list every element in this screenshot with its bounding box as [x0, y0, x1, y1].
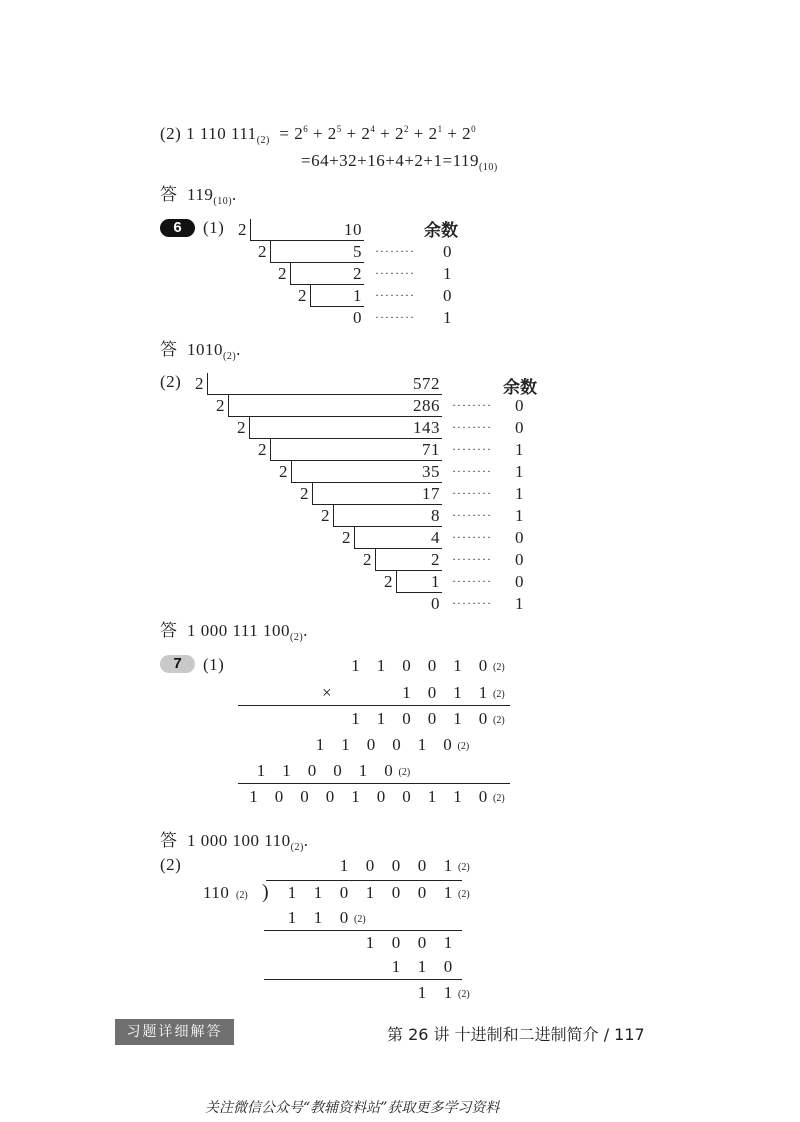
times-sign: × [322, 683, 333, 702]
quotient-value: 0 [431, 594, 440, 613]
power-exponent: 4 [370, 124, 376, 134]
answer-base: (2) [290, 842, 304, 853]
divisor-2: 2 [216, 396, 225, 415]
leader-dots: ········ [375, 244, 415, 258]
quotient-value: 572 [413, 374, 440, 393]
digit: 0 [443, 957, 453, 976]
digit: 0 [391, 933, 401, 952]
division-bracket-horizontal [207, 394, 442, 395]
remainder-value: 0 [515, 396, 524, 415]
leader-dots: ········ [452, 464, 492, 478]
answer-tail: . [232, 185, 237, 204]
digit: 1 [287, 908, 297, 927]
division-bracket-horizontal [250, 240, 364, 241]
bottom-note: 关注微信公众号“教辅资料站”获取更多学习资料 [205, 1100, 500, 1116]
digit: 1 [358, 761, 368, 780]
division-bracket-vertical [354, 527, 355, 549]
p2-base: (2) [256, 135, 270, 146]
division-bracket-horizontal [310, 306, 364, 307]
division-bracket-horizontal [270, 460, 442, 461]
digit: 0 [392, 735, 401, 754]
digit: 0 [391, 883, 401, 902]
leader-dots: ········ [452, 442, 492, 456]
division-bracket-vertical [312, 483, 313, 505]
answer-base: (10) [213, 196, 233, 207]
answer-6-2 [160, 616, 308, 641]
power-base: 2 [462, 124, 472, 143]
power-exponent: 0 [471, 124, 477, 134]
division-bracket-horizontal [375, 570, 442, 571]
power-exponent: 2 [403, 124, 409, 134]
division-bracket-vertical [207, 373, 208, 395]
power-base: 2 [394, 124, 404, 143]
quotient-value: 2 [353, 264, 362, 283]
digit: 0 [339, 883, 349, 902]
digit: 1 [282, 761, 291, 780]
division-bracket-vertical [250, 219, 251, 241]
divisor-2: 2 [238, 220, 247, 239]
base-subscript: (2) [493, 689, 505, 700]
leader-dots: ········ [375, 266, 415, 280]
p2-expansion: $2^6 + 2^5 + 2^4 + 2^2 + 2^1 + 2^0$ [294, 124, 477, 143]
division-bracket-vertical [249, 417, 250, 439]
leader-dots: ········ [452, 420, 492, 434]
digit: 0 [417, 883, 427, 902]
question-7-badge: 7 [160, 655, 195, 673]
base-subscript: (2) [493, 793, 505, 804]
divisor-2: 2 [258, 440, 267, 459]
answer-value: 1 000 100 110 [187, 831, 291, 850]
digit: 1 [315, 735, 325, 754]
division-bracket-horizontal [270, 262, 364, 263]
remainder-value: 0 [515, 550, 524, 569]
divisor-110: 110 [203, 883, 230, 902]
digit: 1 [453, 709, 462, 728]
digit: 1 [249, 787, 258, 806]
digit: 1 [365, 933, 375, 952]
remainder-value: 0 [443, 286, 452, 305]
remainder-value: 1 [515, 440, 524, 459]
digit: 0 [376, 787, 386, 806]
division-bracket-horizontal [354, 548, 442, 549]
digit: 1 [391, 957, 401, 976]
quotient-value: 71 [422, 440, 440, 459]
digit: 0 [427, 656, 437, 675]
quotient-value: 0 [353, 308, 362, 327]
digit: 1 [453, 787, 462, 806]
base-subscript: (2) [398, 767, 411, 778]
leader-dots: ········ [375, 310, 415, 324]
digit: 1 [256, 761, 266, 780]
base-subscript: (2) [458, 889, 470, 900]
digit: 1 [365, 883, 375, 902]
division-bracket-horizontal [290, 284, 364, 285]
digit: 1 [443, 983, 453, 1002]
power-base: 2 [327, 124, 337, 143]
answer-value: 119 [187, 185, 214, 204]
quotient-value: 1 [431, 572, 440, 591]
digit: 1 [453, 656, 462, 675]
division-bracket-vertical [310, 285, 311, 307]
digit: 1 [351, 656, 360, 675]
question-6-badge: 6 [160, 219, 195, 237]
digit: 0 [402, 709, 411, 728]
divisor-2: 2 [195, 374, 204, 393]
digit: 1 [417, 735, 427, 754]
digit: 0 [274, 787, 284, 806]
remainder-value: 1 [515, 462, 524, 481]
leader-dots: ········ [452, 508, 492, 522]
power-exponent: 6 [303, 124, 309, 134]
base-subscript: (2) [236, 890, 248, 901]
divisor-2: 2 [384, 572, 393, 591]
digit: 1 [478, 683, 488, 702]
quotient-value: 286 [413, 396, 440, 415]
answer-label: 答 [160, 621, 178, 641]
digit: 0 [339, 908, 349, 927]
answer-6-1 [160, 335, 241, 360]
division-bracket-horizontal [396, 592, 442, 593]
digit: 0 [333, 761, 342, 780]
answer-tail: . [236, 340, 241, 359]
leader-dots: ········ [452, 486, 492, 500]
quotient-value: 1 [353, 286, 362, 305]
division-bracket-horizontal [228, 416, 442, 417]
divisor-2: 2 [258, 242, 267, 261]
division-bracket-vertical [228, 395, 229, 417]
leader-dots: ········ [452, 398, 492, 412]
p2-number: 1 110 111 [186, 124, 257, 143]
division-bracket: ) [262, 881, 270, 903]
quotient-value: 4 [431, 528, 440, 547]
quotient-value: 8 [431, 506, 440, 525]
divisor-2: 2 [298, 286, 307, 305]
digit: 1 [427, 787, 437, 806]
power-base: 2 [361, 124, 371, 143]
divisor-2: 2 [300, 484, 309, 503]
division-bracket-vertical [396, 571, 397, 593]
digit: 0 [325, 787, 335, 806]
digit: 0 [417, 933, 427, 952]
p2-base10: (10) [478, 162, 498, 173]
answer-tail: . [303, 621, 308, 640]
remainder-value: 0 [515, 528, 524, 547]
power-base: 2 [428, 124, 438, 143]
q6-part2-label: (2) [160, 372, 182, 391]
multiply-rule-1 [238, 705, 510, 706]
q6-remainder-title-2: 余数 [503, 378, 537, 398]
answer-label: 答 [160, 831, 178, 851]
division-bracket-horizontal [312, 504, 442, 505]
base-subscript: (2) [458, 989, 470, 1000]
digit: 0 [402, 656, 411, 675]
divisor-2: 2 [342, 528, 351, 547]
digit: 0 [443, 735, 452, 754]
digit: 0 [307, 761, 317, 780]
digit: 1 [443, 856, 453, 875]
quotient-value: 35 [422, 462, 440, 481]
power-base: 2 [294, 124, 304, 143]
power-exponent: 5 [336, 124, 342, 134]
digit: 1 [351, 787, 360, 806]
division-bracket-horizontal [291, 482, 442, 483]
quotient-value: 17 [422, 484, 440, 503]
digit: 0 [391, 856, 401, 875]
quotient-value: 143 [413, 418, 440, 437]
digit: 1 [339, 856, 349, 875]
digit: 1 [443, 883, 453, 902]
answer-base: (2) [223, 351, 237, 362]
division-bracket-vertical [270, 241, 271, 263]
answer-7-1 [160, 826, 309, 851]
digit: 0 [427, 709, 437, 728]
division-bracket-horizontal [249, 438, 442, 439]
digit: 1 [313, 883, 323, 902]
digit: 0 [478, 709, 488, 728]
leader-dots: ········ [375, 288, 415, 302]
leader-dots: ········ [452, 574, 492, 588]
divisor-2: 2 [321, 506, 330, 525]
digit: 1 [402, 683, 411, 702]
division-bracket-vertical [290, 263, 291, 285]
divisor-2: 2 [279, 462, 288, 481]
answer-1 [160, 180, 237, 205]
base-subscript: (2) [354, 914, 366, 925]
leader-dots: ········ [452, 596, 492, 610]
answer-label: 答 [160, 185, 178, 205]
footer-section-label: 习题详细解答 [115, 1019, 234, 1045]
digit: 0 [366, 735, 376, 754]
base-subscript: (2) [457, 741, 470, 752]
division-bracket-vertical [375, 549, 376, 571]
answer-tail: . [303, 831, 309, 850]
answer-base: (2) [290, 632, 304, 643]
q7-part2-label: (2) [160, 855, 182, 874]
p2-sum: =64+32+16+4+2+1=119 [301, 151, 479, 170]
digit: 1 [376, 709, 386, 728]
base-subscript: (2) [458, 862, 470, 873]
division-top-rule [266, 880, 462, 881]
digit: 0 [417, 856, 427, 875]
digit: 1 [351, 709, 360, 728]
digit: 0 [427, 683, 437, 702]
answer-value: 1010 [187, 340, 223, 359]
leader-dots: ········ [452, 530, 492, 544]
p2-label: (2) [160, 124, 182, 143]
digit: 1 [453, 683, 462, 702]
remainder-value: 1 [443, 264, 452, 283]
digit: 0 [300, 787, 309, 806]
remainder-value: 1 [515, 484, 524, 503]
remainder-value: 1 [515, 506, 524, 525]
remainder-value: 0 [443, 242, 452, 261]
p2-line2 [301, 151, 498, 171]
remainder-value: 0 [515, 572, 524, 591]
quotient-value: 10 [344, 220, 362, 239]
digit: 1 [417, 957, 427, 976]
power-exponent: 1 [437, 124, 443, 134]
digit: 1 [287, 883, 297, 902]
division-rule-1 [264, 930, 462, 931]
division-bracket-vertical [270, 439, 271, 461]
remainder-value: 0 [515, 418, 524, 437]
remainder-value: 1 [443, 308, 452, 327]
base-subscript: (2) [493, 715, 505, 726]
answer-value: 1 000 111 100 [187, 621, 290, 640]
q6-remainder-title: 余数 [424, 221, 458, 241]
divisor-2: 2 [237, 418, 246, 437]
digit: 1 [417, 983, 427, 1002]
division-bracket-vertical [291, 461, 292, 483]
answer-label: 答 [160, 340, 178, 360]
footer-chapter: 第 26 讲 十进制和二进制简介 / 117 [387, 1025, 645, 1044]
digit: 0 [478, 787, 488, 806]
p2-line1: (2) 1 110 $111_{(2)} = 2^6 + 2^5 + 2^4 + 2^2 + 2^1 + 2^0$ [160, 124, 477, 146]
multiply-rule-2 [238, 783, 510, 784]
division-bracket-horizontal [333, 526, 442, 527]
remainder-value: 1 [515, 594, 524, 613]
divisor-2: 2 [278, 264, 287, 283]
leader-dots: ········ [452, 552, 492, 566]
base-subscript: (2) [493, 662, 505, 673]
digit: 1 [376, 656, 386, 675]
digit: 0 [402, 787, 411, 806]
divisor-2: 2 [363, 550, 372, 569]
division-bracket-vertical [333, 505, 334, 527]
quotient-value: 5 [353, 242, 362, 261]
digit: 0 [365, 856, 375, 875]
digit: 0 [384, 761, 393, 780]
q7-part1-label: (1) [203, 655, 225, 674]
digit: 1 [313, 908, 323, 927]
digit: 1 [341, 735, 350, 754]
digit: 0 [478, 656, 488, 675]
division-rule-2 [264, 979, 462, 980]
digit: 1 [443, 933, 453, 952]
q6-part1-label: (1) [203, 218, 225, 237]
quotient-value: 2 [431, 550, 440, 569]
